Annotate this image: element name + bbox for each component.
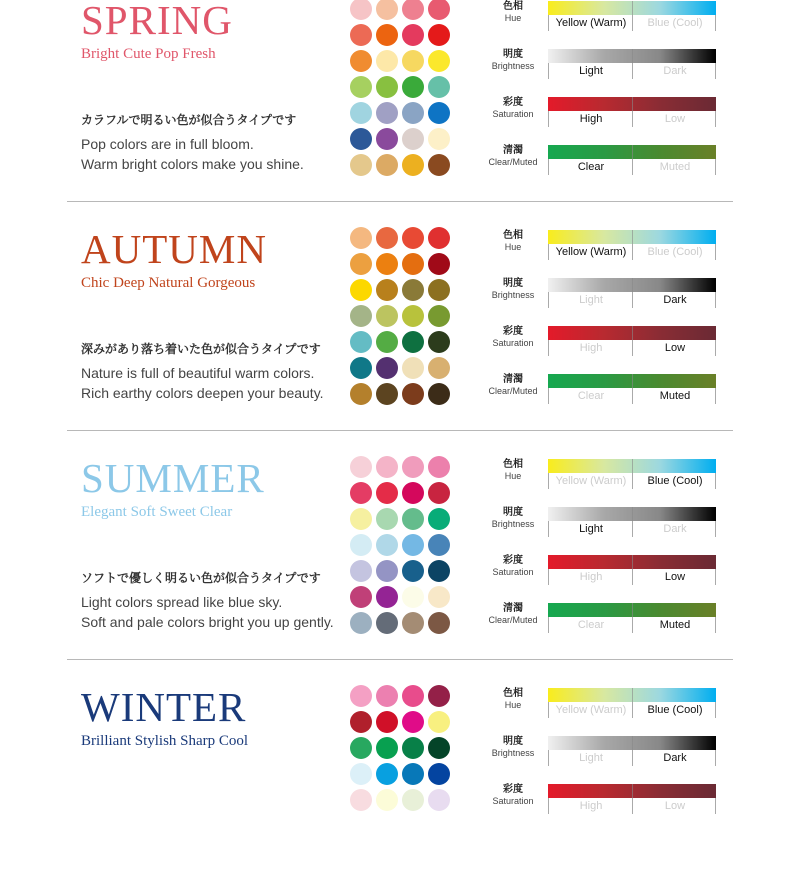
color-swatch (376, 737, 398, 759)
scale-saturation (470, 555, 730, 595)
color-swatch (350, 227, 372, 249)
color-swatch (428, 612, 450, 634)
scale-value-right: Low (664, 800, 686, 812)
scale-label-japanese: 明度 (503, 507, 523, 518)
color-swatch (376, 456, 398, 478)
color-swatch (428, 279, 450, 301)
scale-value-left: Clear (577, 390, 605, 402)
scale-label-japanese: 色相 (503, 1, 523, 12)
color-swatch (376, 383, 398, 405)
color-swatch (402, 763, 424, 785)
color-swatch (350, 24, 372, 46)
scale-hue (470, 1, 730, 41)
color-swatch (376, 305, 398, 327)
scale-value-left: Light (579, 294, 603, 306)
color-swatch (402, 737, 424, 759)
color-swatch (350, 331, 372, 353)
scale-saturation (470, 97, 730, 137)
scale-label-english: Hue (504, 242, 522, 252)
color-swatch (350, 102, 372, 124)
scale-value-right: Low (664, 113, 686, 125)
color-swatch (402, 685, 424, 707)
color-swatch (376, 560, 398, 582)
scale-label-english: Clear/Muted (488, 157, 538, 167)
scale-label-japanese: 清濁 (503, 603, 523, 614)
scale-label (470, 555, 556, 578)
color-swatch (376, 612, 398, 634)
color-swatch (428, 737, 450, 759)
color-swatch (402, 586, 424, 608)
color-swatch (350, 50, 372, 72)
color-swatch (428, 305, 450, 327)
english-description: Pop colors are in full bloom. (81, 136, 254, 152)
scale-brightness (470, 49, 730, 89)
scale-label-english: Brightness (491, 61, 535, 71)
scale-value-right: Muted (659, 161, 691, 173)
color-swatch (428, 331, 450, 353)
color-swatch (402, 560, 424, 582)
color-swatch (402, 253, 424, 275)
english-description: Nature is full of beautiful warm colors. (81, 365, 315, 381)
color-swatch (428, 357, 450, 379)
color-swatch (376, 102, 398, 124)
scale-value-right: Blue (Cool) (647, 704, 703, 716)
color-swatch (350, 560, 372, 582)
scale-label-english: Brightness (491, 519, 535, 529)
season-subtitle: Bright Cute Pop Fresh (81, 46, 216, 62)
scale-label-english: Clear/Muted (488, 615, 538, 625)
color-swatch (350, 76, 372, 98)
season-subtitle: Brilliant Stylish Sharp Cool (81, 733, 249, 749)
color-swatch (402, 128, 424, 150)
color-swatch (376, 331, 398, 353)
color-swatch (376, 50, 398, 72)
color-swatch (350, 612, 372, 634)
scale-label-english: Hue (504, 471, 522, 481)
color-swatch (350, 737, 372, 759)
color-swatch (428, 685, 450, 707)
color-swatch (376, 711, 398, 733)
color-swatch (402, 227, 424, 249)
color-swatch (350, 763, 372, 785)
scale-label (470, 784, 556, 807)
season-title: SPRING (81, 0, 233, 43)
color-swatch (376, 685, 398, 707)
scale-value-right: Dark (663, 523, 687, 535)
color-swatch (402, 0, 424, 20)
scale-label (470, 603, 556, 626)
scale-value-left: High (579, 571, 603, 583)
color-swatch (428, 482, 450, 504)
color-swatch (350, 685, 372, 707)
scale-label (470, 688, 556, 711)
season-title: AUTUMN (81, 226, 267, 272)
color-swatch (428, 508, 450, 530)
color-swatch (402, 612, 424, 634)
scale-label-english: Saturation (492, 109, 534, 119)
color-swatch (376, 534, 398, 556)
color-swatch (350, 534, 372, 556)
scale-value-right: Low (664, 342, 686, 354)
japanese-description: 深みがあり落ち着いた色が似合うタイプです (81, 342, 321, 356)
color-swatch (428, 128, 450, 150)
color-swatch (402, 24, 424, 46)
color-swatch (402, 154, 424, 176)
scale-value-right: Blue (Cool) (647, 246, 703, 258)
scale-value-right: Dark (663, 294, 687, 306)
color-swatch (428, 0, 450, 20)
color-swatch (402, 789, 424, 811)
color-swatch (428, 102, 450, 124)
color-swatch (402, 534, 424, 556)
english-description: Soft and pale colors bright you up gently. (81, 614, 334, 630)
scale-label-english: Saturation (492, 796, 534, 806)
color-swatch (376, 128, 398, 150)
color-swatch (402, 508, 424, 530)
color-swatch (376, 586, 398, 608)
scale-label-english: Saturation (492, 338, 534, 348)
color-swatch (428, 586, 450, 608)
scale-value-right: Dark (663, 65, 687, 77)
color-swatch (350, 154, 372, 176)
color-swatch (350, 586, 372, 608)
section-divider (67, 201, 733, 202)
color-swatch (402, 482, 424, 504)
color-swatch (402, 711, 424, 733)
season-title: SUMMER (81, 455, 265, 501)
color-swatch (376, 0, 398, 20)
scale-label (470, 230, 556, 253)
color-swatch (376, 763, 398, 785)
color-swatch (376, 253, 398, 275)
scale-label-japanese: 明度 (503, 49, 523, 60)
color-swatch (428, 154, 450, 176)
season-section-autumn (0, 201, 800, 430)
color-swatch (350, 253, 372, 275)
color-swatch (402, 357, 424, 379)
scale-label-english: Hue (504, 13, 522, 23)
color-swatch (376, 24, 398, 46)
color-swatch (350, 357, 372, 379)
scale-label-japanese: 彩度 (503, 326, 523, 337)
color-swatch (376, 76, 398, 98)
scale-hue (470, 230, 730, 270)
color-swatch (428, 534, 450, 556)
scale-label (470, 374, 556, 397)
section-divider (67, 659, 733, 660)
color-swatch (350, 128, 372, 150)
scale-value-left: Yellow (Warm) (555, 246, 627, 258)
scale-brightness (470, 507, 730, 547)
scale-label (470, 507, 556, 530)
japanese-description: ソフトで優しく明るい色が似合うタイプです (81, 571, 321, 585)
color-swatch (428, 560, 450, 582)
scale-label-english: Clear/Muted (488, 386, 538, 396)
scale-value-left: Light (579, 65, 603, 77)
season-subtitle: Elegant Soft Sweet Clear (81, 504, 233, 520)
scale-label-english: Hue (504, 700, 522, 710)
color-swatch (402, 279, 424, 301)
scale-label-english: Brightness (491, 748, 535, 758)
scale-clear-muted (470, 145, 730, 185)
scale-label (470, 97, 556, 120)
scale-value-left: Yellow (Warm) (555, 704, 627, 716)
color-swatch (402, 383, 424, 405)
scale-label (470, 145, 556, 168)
scale-hue (470, 459, 730, 499)
scale-value-right: Blue (Cool) (647, 475, 703, 487)
color-swatch (402, 331, 424, 353)
english-description: Light colors spread like blue sky. (81, 594, 283, 610)
color-swatch (402, 50, 424, 72)
scale-value-left: Clear (577, 619, 605, 631)
scale-saturation (470, 784, 730, 824)
scale-label (470, 326, 556, 349)
english-description: Warm bright colors make you shine. (81, 156, 304, 172)
scale-label (470, 1, 556, 24)
scale-value-right: Blue (Cool) (647, 17, 703, 29)
scale-label-japanese: 清濁 (503, 145, 523, 156)
color-swatch (402, 305, 424, 327)
color-swatch (350, 305, 372, 327)
scale-value-left: High (579, 800, 603, 812)
scale-label-english: Saturation (492, 567, 534, 577)
scale-label-japanese: 明度 (503, 278, 523, 289)
color-swatch (376, 357, 398, 379)
scale-label-japanese: 清濁 (503, 374, 523, 385)
scale-label-japanese: 彩度 (503, 555, 523, 566)
japanese-description: カラフルで明るい色が似合うタイプです (81, 113, 297, 127)
color-swatch (376, 789, 398, 811)
color-swatch (350, 279, 372, 301)
color-swatch (350, 383, 372, 405)
color-swatch (428, 24, 450, 46)
scale-label (470, 459, 556, 482)
scale-label-japanese: 明度 (503, 736, 523, 747)
scale-brightness (470, 278, 730, 318)
scale-value-left: Clear (577, 161, 605, 173)
scale-value-left: Light (579, 752, 603, 764)
english-description: Rich earthy colors deepen your beauty. (81, 385, 324, 401)
section-divider (67, 430, 733, 431)
scale-hue (470, 688, 730, 728)
scale-value-left: High (579, 113, 603, 125)
scale-value-left: Yellow (Warm) (555, 17, 627, 29)
color-swatch (428, 763, 450, 785)
scale-label-japanese: 色相 (503, 459, 523, 470)
scale-label (470, 278, 556, 301)
color-swatch (428, 253, 450, 275)
color-swatch (428, 456, 450, 478)
scale-value-right: Muted (659, 619, 691, 631)
color-swatch (350, 456, 372, 478)
scale-value-left: Light (579, 523, 603, 535)
color-swatch (350, 711, 372, 733)
color-swatch (376, 279, 398, 301)
color-swatch (402, 102, 424, 124)
color-swatch (376, 508, 398, 530)
color-swatch (428, 383, 450, 405)
scale-brightness (470, 736, 730, 776)
color-swatch (350, 0, 372, 20)
scale-value-right: Muted (659, 390, 691, 402)
color-swatch (376, 482, 398, 504)
season-section-spring (0, 0, 800, 201)
color-swatch (350, 482, 372, 504)
color-swatch (428, 76, 450, 98)
color-swatch (376, 227, 398, 249)
color-swatch (350, 508, 372, 530)
color-swatch (428, 789, 450, 811)
scale-label (470, 49, 556, 72)
scale-clear-muted (470, 603, 730, 643)
scale-label-english: Brightness (491, 290, 535, 300)
scale-label-japanese: 彩度 (503, 97, 523, 108)
color-swatch (428, 50, 450, 72)
color-swatch (428, 711, 450, 733)
scale-clear-muted (470, 374, 730, 414)
season-section-winter (0, 659, 800, 888)
season-subtitle: Chic Deep Natural Gorgeous (81, 275, 256, 291)
scale-value-right: Dark (663, 752, 687, 764)
season-title: WINTER (81, 684, 247, 730)
color-swatch (428, 227, 450, 249)
scale-label-japanese: 色相 (503, 688, 523, 699)
scale-label (470, 736, 556, 759)
season-section-summer (0, 430, 800, 659)
color-swatch (402, 456, 424, 478)
color-swatch (376, 154, 398, 176)
scale-label-japanese: 色相 (503, 230, 523, 241)
scale-saturation (470, 326, 730, 366)
color-swatch (402, 76, 424, 98)
scale-value-right: Low (664, 571, 686, 583)
scale-value-left: Yellow (Warm) (555, 475, 627, 487)
scale-value-left: High (579, 342, 603, 354)
scale-label-japanese: 彩度 (503, 784, 523, 795)
color-swatch (350, 789, 372, 811)
